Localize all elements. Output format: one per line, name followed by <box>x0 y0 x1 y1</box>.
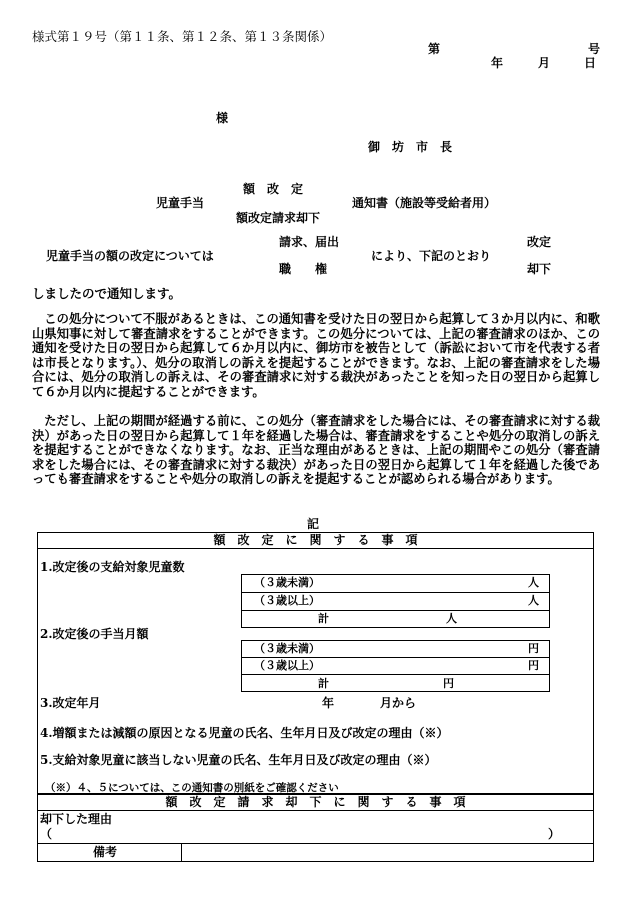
notice-paragraph-1: この処分について不服があるときは、この通知書を受けた日の翌日から起算して３か月以内に、和歌山県知事に対して審査請求をすることができます。この処分については、上記の審査請求のほか、この通知を受けた日の翌日から起算して６か月以内に、御坊市を被告として（訴訟において市を代表する者は市長となります。）、処分の取消しの訴えを提起することができます。なお、上記の審査請求をした場合には、処分の取消しの訴えは、その審査請求に対する裁決があったことを知った日の翌日から起算して６か月以内に提起することができます。 <box>32 311 600 399</box>
ki-mark: 記 <box>307 517 320 531</box>
title-main-right: 通知書（施設等受給者用） <box>352 196 497 210</box>
item2-label: 2.改定後の手当月額 <box>40 627 149 641</box>
title-line3: 額改定請求却下 <box>236 211 321 225</box>
doc-number-prefix: 第 <box>428 42 441 56</box>
doc-number-suffix: 号 <box>588 42 601 56</box>
intro-mid-bottom: 職 権 <box>279 262 328 276</box>
item3-label: 3.改定年月 <box>40 696 101 710</box>
date-year: 年 <box>491 56 504 70</box>
intro-connector: により、下記のとおり <box>371 249 492 263</box>
rejection-reason-paren-open: （ <box>40 827 53 841</box>
form-id: 様式第１９号（第１１条、第１２条、第１３条関係） <box>32 29 333 44</box>
child-count-total-label: 計 <box>318 612 329 625</box>
amount-total-label: 計 <box>318 677 329 690</box>
amount-under3-label: （３歳未満） <box>254 642 320 655</box>
title-main-left: 児童手当 <box>156 196 205 210</box>
item1-label: 1.改定後の支給対象児童数 <box>40 560 185 574</box>
section1-header: 額 改 定 に 関 す る 事 項 <box>213 533 418 547</box>
item5-label: 5.支給対象児童に該当しない児童の氏名、生年月日及び改定の理由（※） <box>40 753 437 767</box>
item3-year: 年 <box>322 696 335 710</box>
rejection-reason-paren-close: ） <box>548 827 561 841</box>
intro-closing: しましたので通知します。 <box>32 286 182 301</box>
amount-over3-unit: 円 <box>528 659 539 672</box>
child-count-under3-label: （３歳未満） <box>254 576 320 589</box>
section2-header: 額 改 定 請 求 却 下 に 関 す る 事 項 <box>165 795 466 809</box>
child-count-over3-label: （３歳以上） <box>254 594 320 607</box>
child-count-over3-unit: 人 <box>528 594 539 607</box>
date-month: 月 <box>538 56 551 70</box>
date-day: 日 <box>584 56 597 70</box>
remarks-label: 備考 <box>93 845 118 859</box>
intro-mid-top: 請求、届出 <box>279 235 340 249</box>
item3-month-from: 月から <box>380 696 417 710</box>
rejection-reason-label: 却下した理由 <box>40 812 113 826</box>
issuer: 御 坊 市 長 <box>368 140 453 154</box>
amount-over3-label: （３歳以上） <box>254 659 320 672</box>
intro-right-bottom: 却下 <box>527 262 552 276</box>
notice-paragraph-2: ただし、上記の期間が経過する前に、この処分（審査請求をした場合には、その審査請求に対する裁決）があった日の翌日から起算して１年を経過した場合は、審査請求をすることや処分の取消しの訴えを提起することができなくなります。なお、正当な理由があるときは、上記の期間やこの処分（審査請求をした場合には、その審査請求に対する裁決）があった日の翌日から起算して１年を経過した後であっても審査請求をすることや処分の取消しの訴えを提起することが認められる場合があります。 <box>32 413 600 487</box>
addressee-suffix: 様 <box>216 111 229 125</box>
item4-label: 4.増額または減額の原因となる児童の氏名、生年月日及び改定の理由（※） <box>40 726 449 740</box>
section1-note: （※）４、５については、この通知書の別紙をご確認ください <box>45 782 339 794</box>
child-count-under3-unit: 人 <box>528 576 539 589</box>
intro-right-top: 改定 <box>527 235 552 249</box>
intro-lead: 児童手当の額の改定については <box>46 249 214 263</box>
title-line1: 額 改 定 <box>243 182 304 196</box>
amount-under3-unit: 円 <box>528 642 539 655</box>
amount-total-unit: 円 <box>443 677 454 690</box>
child-count-total-unit: 人 <box>446 612 457 625</box>
